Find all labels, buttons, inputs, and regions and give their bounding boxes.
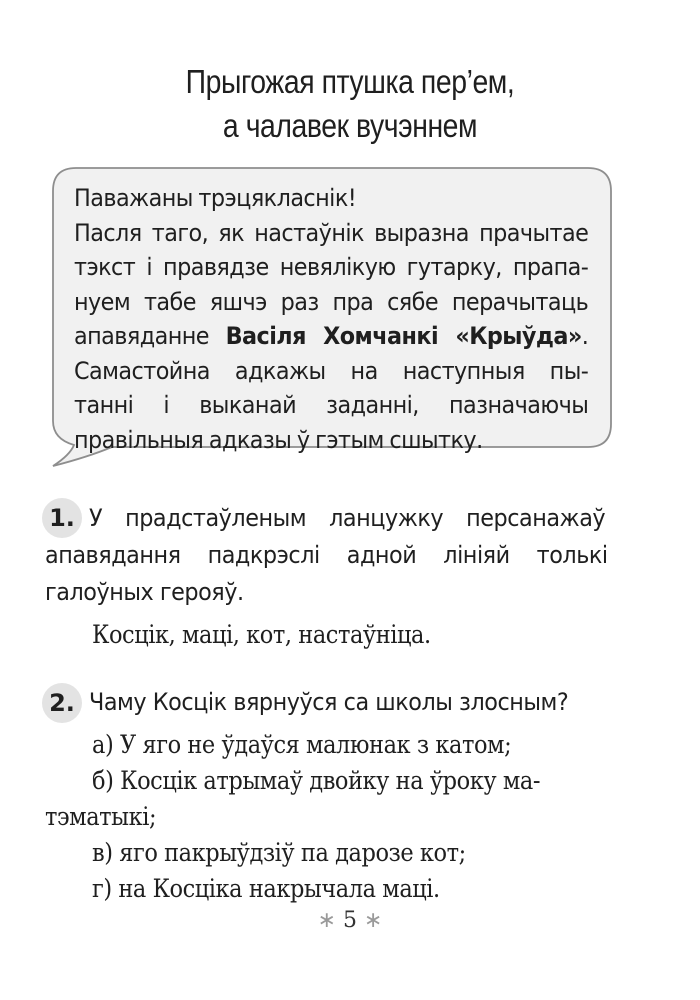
intro-line: Пасля таго, як настаўнік выразна прачытае [74,218,589,247]
intro-line-prefix: апавяданне [74,322,226,350]
question-line: апавядання падкрэслі адной лініяй толькі [45,541,608,569]
page-title [49,60,651,148]
question-text [89,684,604,721]
question-number-badge: 2. [42,683,82,723]
page-number-footer [0,908,700,933]
story-author-title: Васіля Хомчанкі «Крыўда» [225,322,582,350]
answer-chain: Косцік, маці, кот, настаўніца. [92,620,431,649]
intro-line: танні і выканай заданні, пазначаючы [74,391,589,419]
title-line-2: а чалавек вучэннем [222,107,478,144]
title-line-1: Прыгожая птушка пер’ем, [185,63,515,100]
answer-option-b-continued: тэматыкі; [45,802,157,831]
page-number: 5 [343,908,357,933]
question-text [89,500,644,537]
intro-line: правільныя адказы ў гэтым сшытку. [74,425,483,454]
question-number-badge: 1. [42,498,82,538]
intro-line-suffix: . [581,322,589,350]
speech-bubble [52,167,612,454]
intro-line: Самастойна адкажы на наступныя пы- [74,356,589,385]
question-line: Чаму Косцік вярнуўся са школы злосным? [89,688,569,716]
star-ornament-icon: ∗ [364,908,383,933]
answer-option-a: а) У яго не ўдаўся малюнак з катом; [92,730,512,759]
intro-line: Паважаны трэцякласнік! [74,184,357,212]
star-ornament-icon: ∗ [317,908,336,933]
answer-option-b: б) Косцік атрымаў двойку на ўроку ма- [92,766,540,795]
intro-line [74,319,588,354]
question-line: галоўных герояў. [45,578,244,606]
question-text-continued [45,537,650,611]
answer-option-c: в) яго пакрыўдзіў па дарозе кот; [92,838,466,867]
intro-line: нуем табе яшчэ раз пра сябе перачытаць [74,287,589,316]
intro-text [74,181,589,457]
answer-option-d: г) на Косціка накрычала маці. [92,874,440,903]
intro-line: тэкст і правядзе невялікую гутарку, прапа- [74,253,589,281]
question-line: У прадстаўленым ланцужку персанажаў [89,504,606,532]
